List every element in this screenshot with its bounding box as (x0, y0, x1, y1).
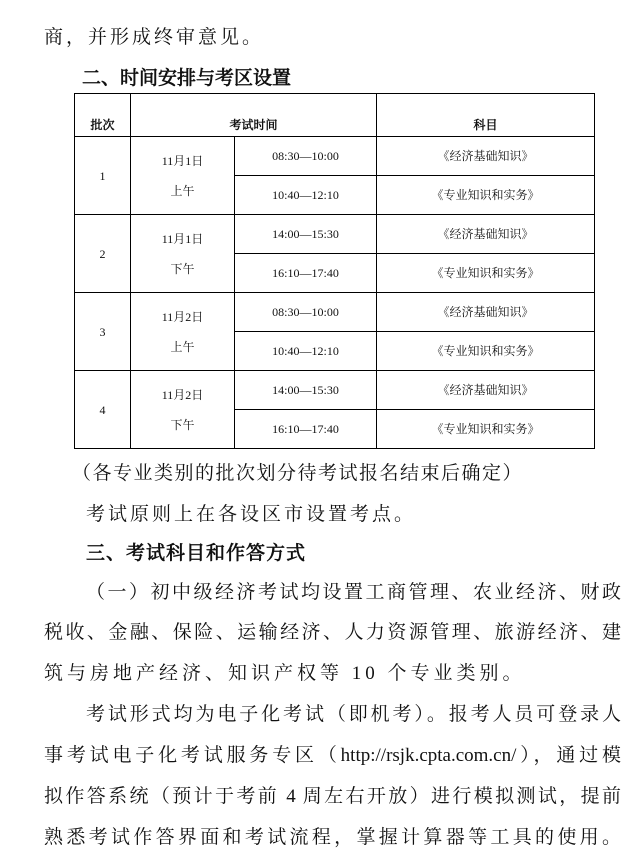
time-cell: 10:40—12:10 (235, 332, 377, 371)
date-cell (131, 137, 235, 215)
date-cell (131, 293, 235, 371)
period: 下午 (170, 261, 195, 276)
batch-cell: 1 (75, 137, 131, 215)
table-row (75, 371, 595, 410)
header-batch: 批次 (75, 94, 131, 137)
time-cell: 14:00—15:30 (235, 371, 377, 410)
batch-cell: 3 (75, 293, 131, 371)
time-cell: 10:40—12:10 (235, 176, 377, 215)
para2-line: 事考试电子化考试服务专区（http://rsjk.cpta.com.cn/），通过模 (44, 745, 621, 766)
subject-cell: 《专业知识和实务》 (377, 254, 595, 293)
time-cell: 16:10—17:40 (235, 254, 377, 293)
date: 11月1日 (161, 231, 204, 246)
header-time: 考试时间 (131, 94, 377, 137)
time-cell: 08:30—10:00 (235, 293, 377, 332)
section3-heading: 三、考试科目和作答方式 (86, 542, 307, 564)
para2-line: 熟悉考试作答界面和考试流程，掌握计算器等工具的使用。 (44, 827, 621, 848)
period: 上午 (170, 339, 195, 354)
date: 11月1日 (161, 153, 204, 168)
table-note: （各专业类别的批次划分待考试报名结束后确定） (72, 463, 524, 484)
time-cell: 14:00—15:30 (235, 215, 377, 254)
venue-text: 考试原则上在各设区市设置考点。 (86, 504, 417, 525)
subject-cell: 《专业知识和实务》 (377, 176, 595, 215)
date-cell (131, 215, 235, 293)
para1-line: 税收、金融、保险、运输经济、人力资源管理、旅游经济、建 (44, 622, 621, 643)
section2-heading: 二、时间安排与考区设置 (82, 67, 292, 89)
schedule-table (74, 93, 595, 449)
subject-cell: 《经济基础知识》 (377, 293, 595, 332)
batch-cell: 2 (75, 215, 131, 293)
subject-cell: 《经济基础知识》 (377, 215, 595, 254)
subject-cell: 《经济基础知识》 (377, 371, 595, 410)
time-cell: 08:30—10:00 (235, 137, 377, 176)
para1-line: 筑与房地产经济、知识产权等 10 个专业类别。 (44, 663, 526, 684)
table-row (75, 215, 595, 254)
date: 11月2日 (161, 309, 204, 324)
subject-cell: 《经济基础知识》 (377, 137, 595, 176)
period: 上午 (170, 183, 195, 198)
para2-line: 考试形式均为电子化考试（即机考）。报考人员可登录人 (86, 704, 621, 725)
batch-cell: 4 (75, 371, 131, 449)
table-row (75, 137, 595, 176)
table-row (75, 293, 595, 332)
intro-line: 商，并形成终审意见。 (44, 27, 265, 48)
header-subject: 科目 (377, 94, 595, 137)
subject-cell: 《专业知识和实务》 (377, 410, 595, 449)
date-cell (131, 371, 235, 449)
period: 下午 (170, 417, 195, 432)
date: 11月2日 (161, 387, 204, 402)
para2-line: 拟作答系统（预计于考前 4 周左右开放）进行模拟测试，提前 (44, 786, 621, 807)
time-cell: 16:10—17:40 (235, 410, 377, 449)
subject-cell: 《专业知识和实务》 (377, 332, 595, 371)
para1-line: （一）初中级经济考试均设置工商管理、农业经济、财政 (86, 582, 621, 603)
